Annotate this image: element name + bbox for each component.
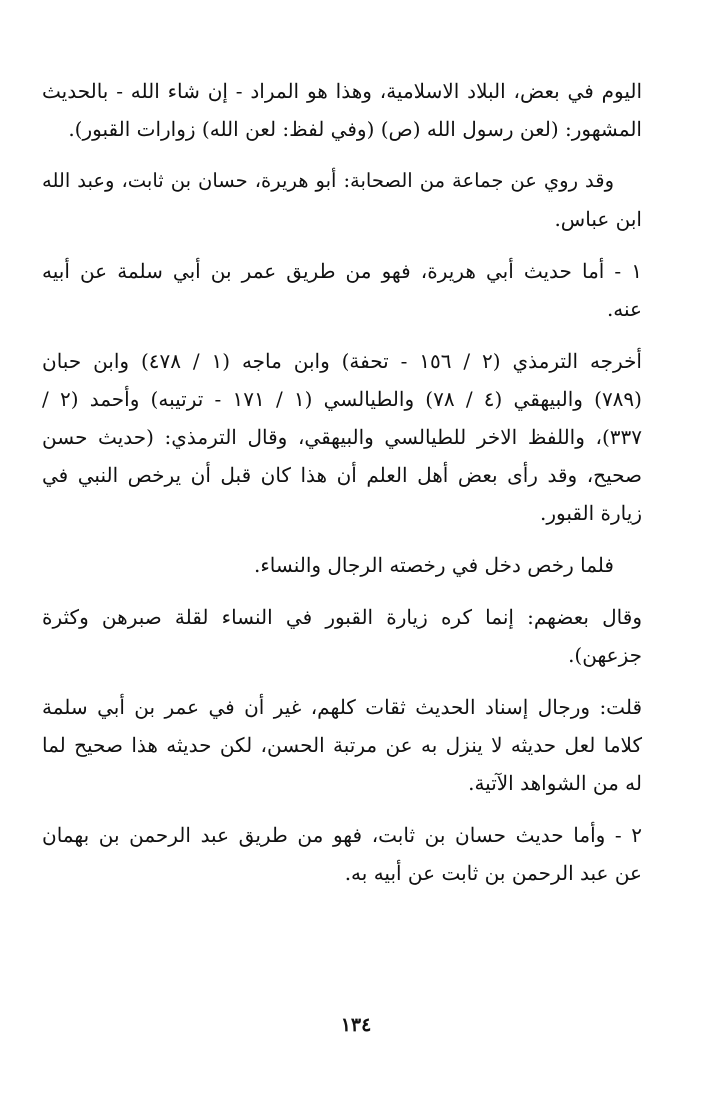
- paragraph-line: فلما رخص دخل في رخصته الرجال والنساء.: [254, 553, 614, 577]
- paragraph-line: اليوم في بعض، البلاد الاسلامية، وهذا هو المراد - إن شاء الله - بالحديث: [42, 79, 642, 103]
- paragraph-4: [42, 342, 642, 532]
- paragraph-1: [42, 72, 642, 148]
- paragraph-3: [42, 252, 642, 328]
- paragraph-line: عنه.: [606, 297, 642, 321]
- paragraph-line: قلت: ورجال إسناد الحديث ثقات كلهم، غير أن في عمر بن أبي سلمة: [42, 695, 642, 719]
- paragraph-2: [42, 162, 642, 238]
- paragraph-line: ٢ - وأما حديث حسان بن ثابت، فهو من طريق عبد الرحمن بن بهمان: [42, 823, 642, 847]
- paragraph-line: ابن عباس.: [554, 207, 642, 231]
- paragraph-line: ١ - أما حديث أبي هريرة، فهو من طريق عمر بن أبي سلمة عن أبيه: [42, 259, 642, 283]
- paragraph-5: [42, 546, 642, 584]
- paragraph-line: أخرجه الترمذي (٢ / ١٥٦ - تحفة) وابن ماجه (١ / ٤٧٨) وابن حبان: [42, 349, 642, 373]
- paragraph-line: صحيح، وقد رأى بعض أهل العلم أن هذا كان قبل أن يرخص النبي في: [42, 463, 642, 487]
- paragraph-8: [42, 816, 642, 892]
- paragraph-6: [42, 598, 642, 674]
- paragraph-line: ٣٣٧)، واللفظ الاخر للطيالسي والبيهقي، وقال الترمذي: (حديث حسن: [42, 425, 642, 449]
- paragraph-line: المشهور: (لعن رسول الله (ص) (وفي لفظ: لعن الله) زوارات القبور).: [68, 117, 642, 141]
- paragraph-line: وقد روي عن جماعة من الصحابة: أبو هريرة، حسان بن ثابت، وعبد الله: [42, 169, 614, 192]
- paragraph-line: (٧٨٩) والبيهقي (٤ / ٧٨) والطيالسي (١ / ١٧١ - ترتيبه) وأحمد (٢ /: [42, 387, 642, 411]
- paragraph-line: عن عبد الرحمن بن ثابت عن أبيه به.: [344, 861, 642, 885]
- paragraph-line: كلاما لعل حديثه لا ينزل به عن مرتبة الحسن، لكن حديثه هذا صحيح لما: [42, 733, 642, 757]
- paragraph-line: زيارة القبور.: [540, 501, 642, 525]
- paragraph-7: [42, 688, 642, 802]
- paragraph-line: له من الشواهد الآتية.: [468, 771, 642, 795]
- page-number: ١٣٤: [340, 1014, 372, 1036]
- paragraph-line: وقال بعضهم: إنما كره زيارة القبور في النساء لقلة صبرهن وكثرة: [42, 605, 642, 629]
- paragraph-line: جزعهن).: [568, 643, 642, 667]
- body-text: [42, 72, 642, 906]
